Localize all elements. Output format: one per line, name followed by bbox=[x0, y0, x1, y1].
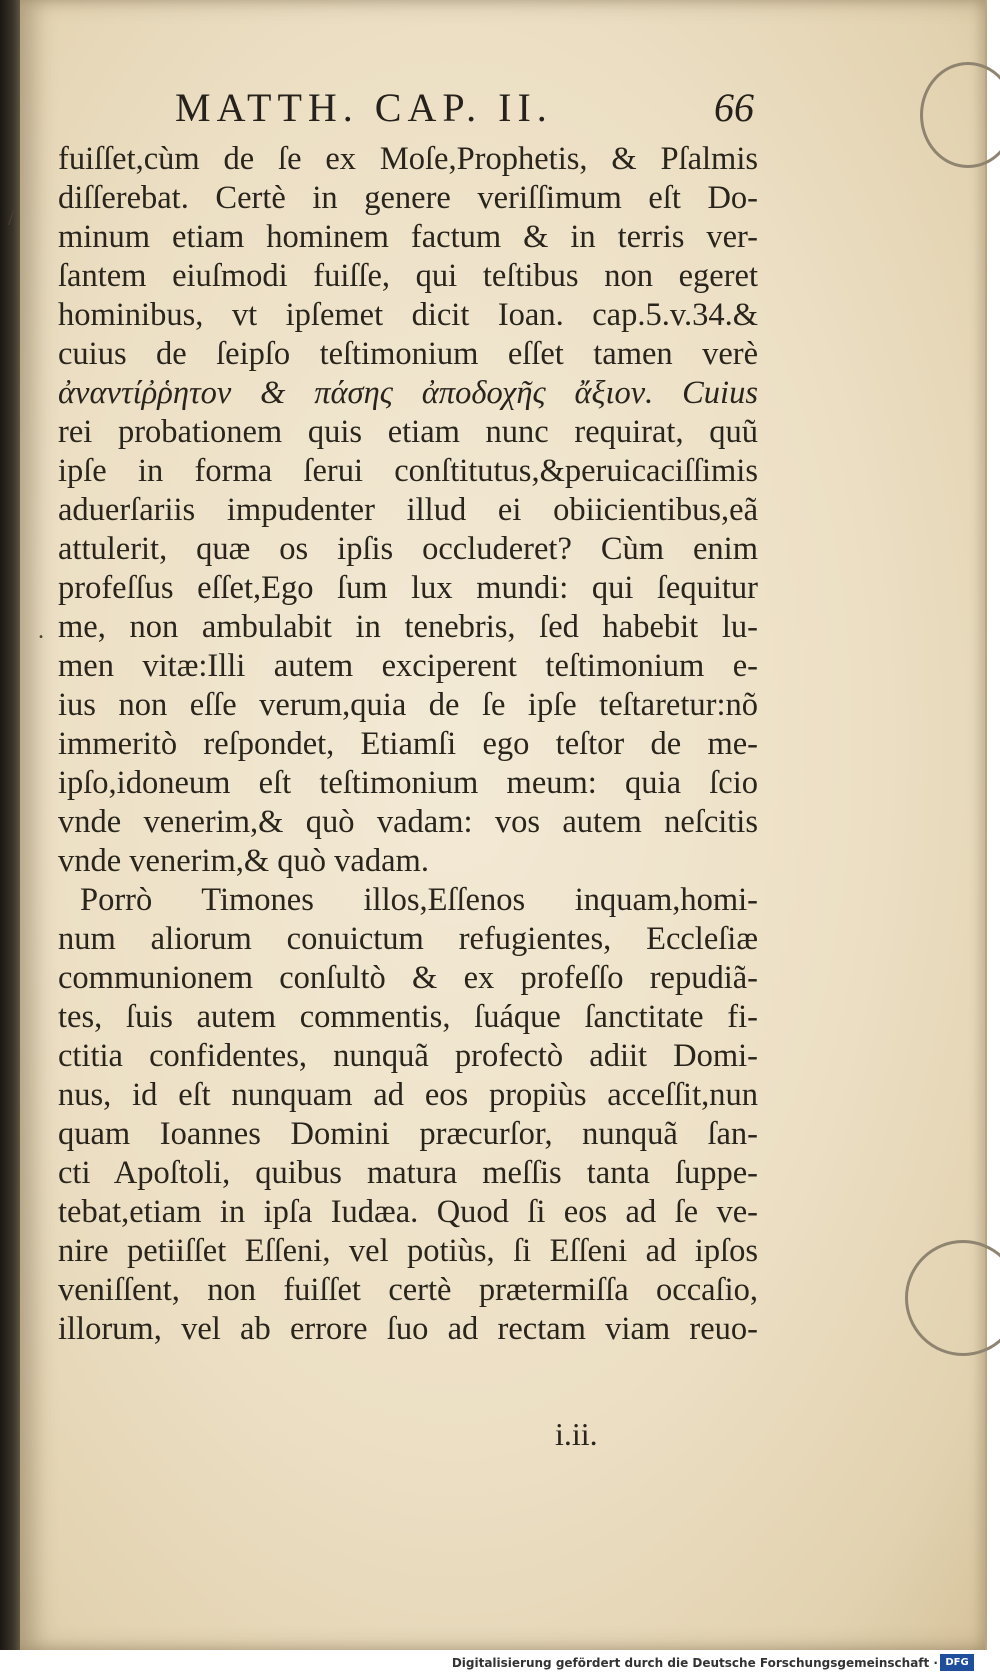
text-line: vnde venerim,& quò vadam: vos autem neſcitis bbox=[58, 804, 758, 840]
digitization-credit: Digitalisierung gefördert durch die Deutsche Forschungsgemeinschaft · bbox=[451, 1656, 938, 1670]
text-line: tebat,etiam in ipſa Iudæa. Quod ſi eos ad ſe ve- bbox=[58, 1194, 758, 1230]
text-line-paragraph-start: Porrò Timones illos,Eſſenos inquam,homi- bbox=[80, 882, 758, 918]
text-line: cuius de ſeipſo teſtimonium eſſet tamen verè bbox=[58, 336, 758, 372]
text-line: cti Apoſtoli, quibus matura meſſis tanta ſuppe- bbox=[58, 1155, 758, 1191]
text-line-greek: ἀναντίῤῥητον & πάσης ἀποδοχῆς ἄξιον. Cuius bbox=[58, 375, 758, 411]
running-title: MATTH. CAP. II. bbox=[175, 85, 553, 130]
text-line: nire petiiſſet Eſſeni, vel potiùs, ſi Eſſeni ad ipſos bbox=[58, 1233, 758, 1269]
text-line: fuiſſet,cùm de ſe ex Moſe,Prophetis, & Pſalmis bbox=[58, 141, 758, 177]
dfg-logo: DFG bbox=[940, 1654, 974, 1671]
text-line: me, non ambulabit in tenebris, ſed habebit lu- bbox=[58, 609, 758, 645]
text-line: veniſſent, non fuiſſet certè prætermiſſa occaſio, bbox=[58, 1272, 758, 1308]
text-line: ipſo,idoneum eſt teſtimonium meum: quia ſcio bbox=[58, 765, 758, 801]
margin-mark: / bbox=[8, 205, 15, 231]
text-line: ipſe in forma ſerui conſtitutus,&peruicaciſſimis bbox=[58, 453, 758, 489]
signature-mark: i.ii. bbox=[555, 1416, 598, 1452]
text-line: illorum, vel ab errore ſuo ad rectam viam reuo- bbox=[58, 1311, 758, 1347]
text-line: minum etiam hominem factum & in terris ver- bbox=[58, 219, 758, 255]
text-line: vnde venerim,& quò vadam. bbox=[58, 843, 429, 879]
page-number: 66 bbox=[714, 85, 754, 130]
text-line: hominibus, vt ipſemet dicit Ioan. cap.5.v.34.& bbox=[58, 297, 758, 333]
text-line: ſantem eiuſmodi fuiſſe, qui teſtibus non egeret bbox=[58, 258, 758, 294]
text-line: ctitia confidentes, nunquã profectò adiit Domi- bbox=[58, 1038, 758, 1074]
binding-gutter bbox=[0, 0, 22, 1650]
text-line: aduerſariis impudenter illud ei obiicientibus,eã bbox=[58, 492, 758, 528]
text-line: attulerit, quæ os ipſis occluderet? Cùm enim bbox=[58, 531, 758, 567]
text-line: men vitæ:Illi autem exciperent teſtimonium e- bbox=[58, 648, 758, 684]
text-line: rei probationem quis etiam nunc requirat, quũ bbox=[58, 414, 758, 450]
body-text bbox=[58, 140, 758, 1349]
margin-mark: . bbox=[38, 618, 44, 644]
text-line: num aliorum conuictum refugientes, Eccleſiæ bbox=[58, 921, 758, 957]
text-line: diſſerebat. Certè in genere veriſſimum eſt Do- bbox=[58, 180, 758, 216]
text-line: nus, id eſt nunquam ad eos propiùs acceſſit,nun bbox=[58, 1077, 758, 1113]
text-line: ius non eſſe verum,quia de ſe ipſe teſtaretur:nõ bbox=[58, 687, 758, 723]
text-line: communionem conſultò & ex profeſſo repudiã- bbox=[58, 960, 758, 996]
text-line: profeſſus eſſet,Ego ſum lux mundi: qui ſequitur bbox=[58, 570, 758, 606]
text-line: quam Ioannes Domini præcurſor, nunquã ſan- bbox=[58, 1116, 758, 1152]
text-line: immeritò reſpondet, Etiamſi ego teſtor de me- bbox=[58, 726, 758, 762]
text-line: tes, ſuis autem commentis, ſuáque ſanctitate fi- bbox=[58, 999, 758, 1035]
